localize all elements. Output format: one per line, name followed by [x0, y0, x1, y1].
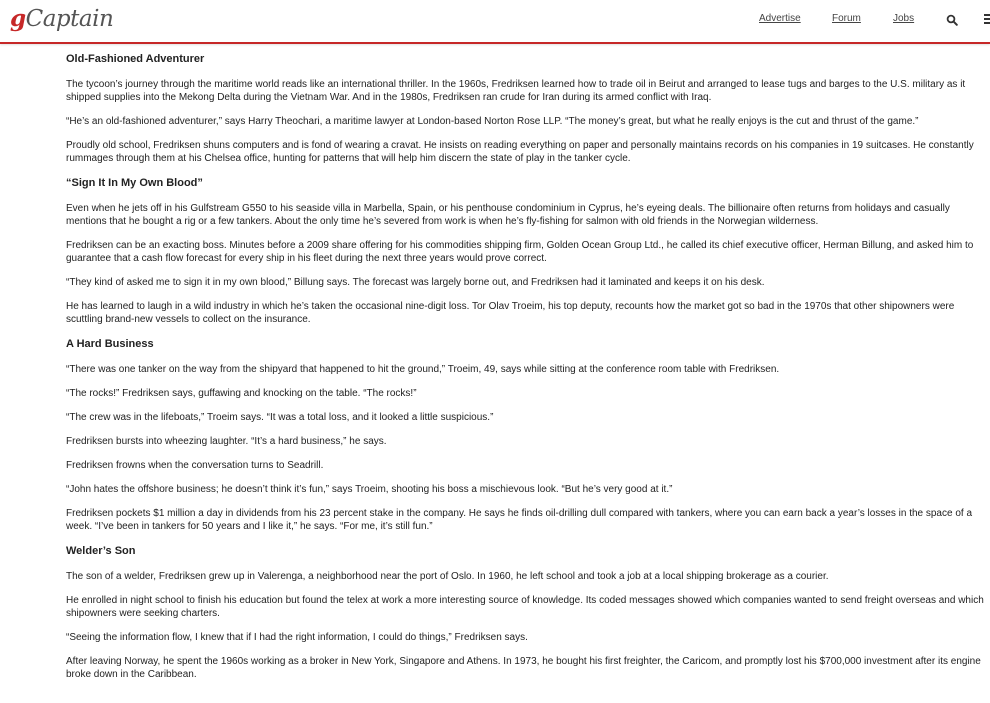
logo-text: Captain [25, 6, 114, 32]
article-paragraph: Fredriksen bursts into wheezing laughter. “It’s a hard business,” he says. [66, 436, 387, 447]
article-paragraph: “The crew was in the lifeboats,” Troeim says. “It was a total loss, and it looked a little suspicious.” [66, 412, 494, 423]
article-paragraph: “They kind of asked me to sign it in my own blood,” Billung says. The forecast was largely borne out, and Fredriksen had it laminated and keeps it on his desk. [66, 277, 765, 288]
logo-g: g [10, 5, 26, 32]
article-paragraph: Fredriksen frowns when the conversation turns to Seadrill. [66, 460, 324, 471]
article-body [66, 52, 984, 692]
article-paragraph: The tycoon’s journey through the maritime world reads like an international thriller. In the 1960s, Fredriksen learned how to trade oil in Beirut and arranged to lease tugs and barges to the U.S. military as it shipped supplies into the Mekong Delta during the Vietnam War. And in the 1980s, Fredriksen ran crude for Iran during its armed conflict with Iraq. [66, 79, 966, 103]
article-paragraph: “He’s an old-fashioned adventurer,” says Harry Theochari, a maritime lawyer at London-based Norton Rose LLP. “The money’s great, but what he really enjoys is the cut and thrust of the game.” [66, 116, 919, 127]
article-paragraph: He enrolled in night school to finish his education but found the telex at work a more interesting source of knowledge. Its coded messages showed which companies wanted to send freight overseas and which shipowners were seeking charters. [66, 595, 984, 619]
nav-jobs-link[interactable]: Jobs [893, 13, 915, 24]
section-heading: A Hard Business [66, 338, 154, 350]
section-heading: Welder’s Son [66, 545, 136, 557]
article-paragraph: After leaving Norway, he spent the 1960s working as a broker in New York, Singapore and Athens. In 1973, he bought his first freighter, the Caricom, and promptly lost his $700,000 investment after its engine broke down in the Caribbean. [66, 656, 981, 680]
article-paragraph: “John hates the offshore business; he doesn’t think it’s fun,” says Troeim, shooting his boss a mischievous look. “But he’s very good at it.” [66, 484, 673, 495]
site-header [0, 0, 990, 44]
nav-advertise-link[interactable]: Advertise [759, 13, 801, 24]
site-logo[interactable] [10, 4, 113, 34]
section-heading: Old-Fashioned Adventurer [66, 53, 205, 65]
article-paragraph: “Seeing the information flow, I knew that if I had the right information, I could do things,” Fredriksen says. [66, 632, 528, 643]
search-icon[interactable] [946, 13, 958, 25]
article-paragraph: Fredriksen pockets $1 million a day in dividends from his 23 percent stake in the company. He says he finds oil-drilling dull compared with tankers, where you can earn back a year’s losses in the space of a week. “I’ve been in tankers for 50 years and I like it,” he says. “For me, it’s still fun.” [66, 508, 973, 532]
article-paragraph: Even when he jets off in his Gulfstream G550 to his seaside villa in Marbella, Spain, or his penthouse condominium in Cyprus, he’s eyeing deals. The billionaire often returns from holidays and casually mentions that he bought a rig or a few tankers. About the only time he’s severed from work is when he’s fly-fishing for salmon with old friends in the Norwegian wilderness. [66, 203, 950, 227]
article-paragraph: Fredriksen can be an exacting boss. Minutes before a 2009 share offering for his commodities shipping firm, Golden Ocean Group Ltd., he called its chief executive officer, Herman Billung, and asked him to guarantee that a cash flow forecast for every ship in his fleet during the next three years would prove correct. [66, 240, 974, 264]
article-paragraph: He has learned to laugh in a wild industry in which he’s taken the occasional nine-digit loss. Tor Olav Troeim, his top deputy, recounts how the market got so bad in the 1970s that other shipowners were scuttling brand-new vessels to collect on the insurance. [66, 301, 955, 325]
menu-icon[interactable] [984, 14, 990, 24]
article-paragraph: “The rocks!” Fredriksen says, guffawing and knocking on the table. “The rocks!” [66, 388, 417, 399]
article-paragraph: “There was one tanker on the way from the shipyard that happened to hit the ground,” Troeim, 49, says while sitting at the conference room table with Fredriksen. [66, 364, 780, 375]
nav-forum-link[interactable]: Forum [832, 13, 861, 24]
section-heading: “Sign It In My Own Blood” [66, 177, 203, 189]
article-paragraph: Proudly old school, Fredriksen shuns computers and is fond of wearing a cravat. He insists on reading everything on paper and personally maintains records on his companies in 19 suitcases. He constantly rummages through them at his Chelsea office, hunting for patterns that will help him discern the state of play in the tanker cycle. [66, 140, 974, 164]
article-paragraph: The son of a welder, Fredriksen grew up in Valerenga, a neighborhood near the port of Oslo. In 1960, he left school and took a job at a local shipping brokerage as a courier. [66, 571, 829, 582]
